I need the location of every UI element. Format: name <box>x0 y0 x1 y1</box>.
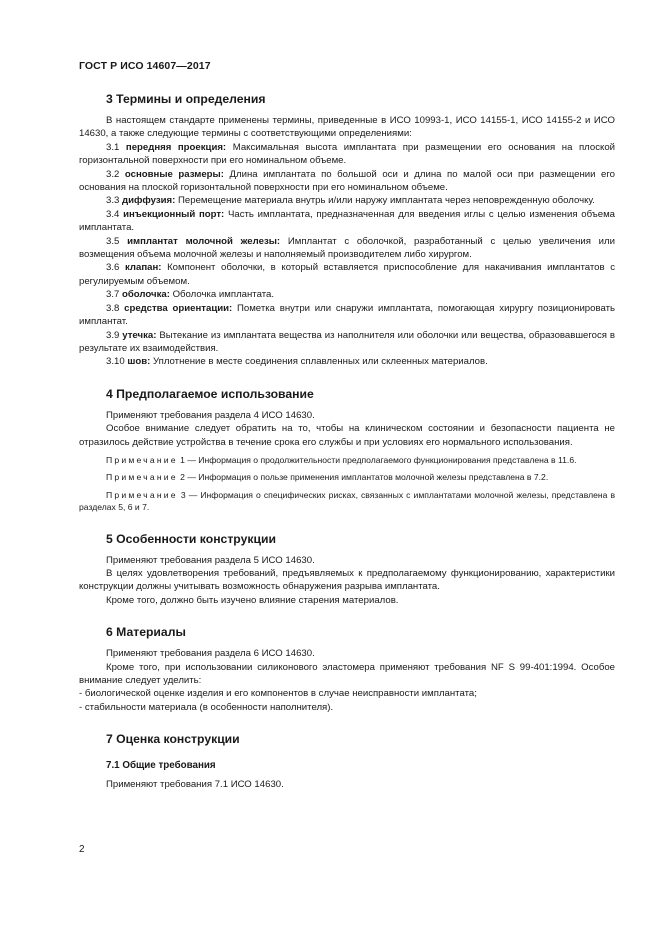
term-definition <box>79 288 615 301</box>
note-number: 1 <box>180 454 185 465</box>
term-number: 3.3 <box>106 195 120 207</box>
list-item: - стабильности материала (в особенности наполнителя). <box>79 701 334 713</box>
note-2 <box>79 471 615 483</box>
term-definition <box>79 194 615 207</box>
term-text: Уплотнение в месте соединения сплавленных или склеенных материалов. <box>152 356 488 368</box>
term-name: передняя проекция: <box>125 141 227 153</box>
term-text: Длина имплантата по большой оси и длина по малой оси при размещении его основания на плоской горизонтальной поверхности при его номинальном объеме. <box>79 168 616 194</box>
term-text: Перемещение материала внутрь и/или наружу имплантата через неповрежденную оболочку. <box>178 195 595 207</box>
term-number: 3.5 <box>106 235 120 247</box>
term-text: Вытекание из имплантата вещества из наполнителя или оболочки или вещества, образовавшегося в результате их взаимодействия. <box>79 329 616 354</box>
section-6-title: 6 Материалы <box>106 625 186 640</box>
term-text: Часть имплантата, предназначенная для введения иглы с целью изменения объема имплантата. <box>79 208 616 234</box>
term-definition <box>79 329 615 356</box>
term-name: имплантат молочной железы: <box>127 235 281 247</box>
section-6-paragraph-1: Применяют требования раздела 6 ИСО 14630. <box>106 648 315 660</box>
term-name: оболочка: <box>122 289 170 301</box>
term-list <box>79 141 615 369</box>
note-3 <box>79 489 615 514</box>
subsection-7-1-title: 7.1 Общие требования <box>106 760 216 772</box>
term-definition <box>79 302 615 329</box>
document-body <box>79 92 615 792</box>
term-definition <box>79 168 615 195</box>
section-6 <box>79 625 615 714</box>
term-definition <box>79 208 615 235</box>
term-name: основные размеры: <box>124 168 224 180</box>
term-definition <box>79 235 615 262</box>
note-label: Примечание <box>106 472 178 483</box>
term-name: инъекционный порт: <box>123 208 225 220</box>
section-5 <box>79 532 615 608</box>
term-name: шов: <box>127 356 151 368</box>
term-number: 3.4 <box>106 208 120 220</box>
term-number: 3.1 <box>106 141 120 153</box>
note-text: — Информация о специфических рисках, связанных с имплантатами молочной железы, представлена в разделах 5, 6 и 7. <box>79 489 616 513</box>
note-1 <box>79 454 615 466</box>
term-text: Пометка внутри или снаружи имплантата, помогающая хирургу позиционировать имплантат. <box>79 302 615 328</box>
list-item: - биологической оценке изделия и его компонентов в случае неисправности имплантата; <box>79 688 477 700</box>
section-4-title: 4 Предполагаемое использование <box>106 386 314 401</box>
section-5-paragraph-2: В целях удовлетворения требований, предъявляемых к предполагаемому функционированию, характеристики конструкции должны учитывать возможность обнаружения разрыва имплантата. <box>79 567 615 593</box>
term-definition <box>79 355 615 368</box>
note-number: 2 <box>180 472 185 483</box>
section-4 <box>79 387 615 514</box>
term-name: диффузия: <box>122 195 176 207</box>
term-number: 3.9 <box>106 329 120 341</box>
term-text: Максимальная высота имплантата при размещении его основания на плоской горизонтальной поверхности при его номинальном объеме. <box>79 141 616 167</box>
section-3 <box>79 92 615 369</box>
section-4-paragraph-2: Особое внимание следует обратить на то, чтобы на клиническом состоянии и безопасности пациента не отразилось действие устройства в течение срока его службы и при условиях его нормального использования. <box>79 423 615 448</box>
term-name: клапан: <box>124 262 162 274</box>
term-number: 3.8 <box>106 302 120 314</box>
note-number: 3 <box>180 489 186 500</box>
page-number: 2 <box>79 844 85 855</box>
section-3-intro: В настоящем стандарте применены термины, приведенные в ИСО 10993-1, ИСО 14155-1, ИСО 14155-2 и ИСО 14630, а также следующие термины с соответствующими определениями: <box>79 115 615 140</box>
note-text: — Информация о пользе применения имплантатов молочной железы представлена в 7.2. <box>187 472 549 483</box>
section-7 <box>79 732 615 791</box>
term-number: 3.2 <box>106 168 120 180</box>
term-name: утечка: <box>122 329 157 341</box>
section-5-title: 5 Особенности конструкции <box>106 531 276 546</box>
term-name: средства ориентации: <box>124 302 233 314</box>
section-7-title: 7 Оценка конструкции <box>106 732 240 747</box>
section-5-paragraph-3: Кроме того, должно быть изучено влияние старения материалов. <box>106 594 399 606</box>
note-label: Примечание <box>106 454 178 465</box>
term-text: Имплантат с оболочкой, разработанный с целью увеличения или возмещения объема молочной железы и наполняемый производителем либо хирургом. <box>79 235 616 261</box>
term-text: Компонент оболочки, в который вставляется приспособление для накачивания имплантатов с регулируемым объемом. <box>79 262 615 287</box>
term-definition <box>79 141 615 168</box>
term-number: 3.7 <box>106 289 120 301</box>
section-3-title: 3 Термины и определения <box>106 92 266 106</box>
note-text: — Информация о продолжительности предполагаемого функционирования представлена в 11.6. <box>187 454 577 465</box>
term-definition <box>79 261 615 288</box>
term-text: Оболочка имплантата. <box>172 289 274 301</box>
section-5-paragraph-1: Применяют требования раздела 5 ИСО 14630. <box>106 554 315 566</box>
term-number: 3.10 <box>106 356 125 368</box>
section-6-paragraph-2: Кроме того, при использовании силиконового эластомера применяют требования NF S 99-401:1994. Особое внимание следует уделить: <box>79 661 615 686</box>
term-number: 3.6 <box>106 262 120 274</box>
section-4-paragraph-1: Применяют требования раздела 4 ИСО 14630. <box>106 409 315 421</box>
note-label: Примечание <box>106 489 178 500</box>
section-7-paragraph-1: Применяют требования 7.1 ИСО 14630. <box>106 779 284 791</box>
document-header: ГОСТ Р ИСО 14607—2017 <box>79 60 211 72</box>
